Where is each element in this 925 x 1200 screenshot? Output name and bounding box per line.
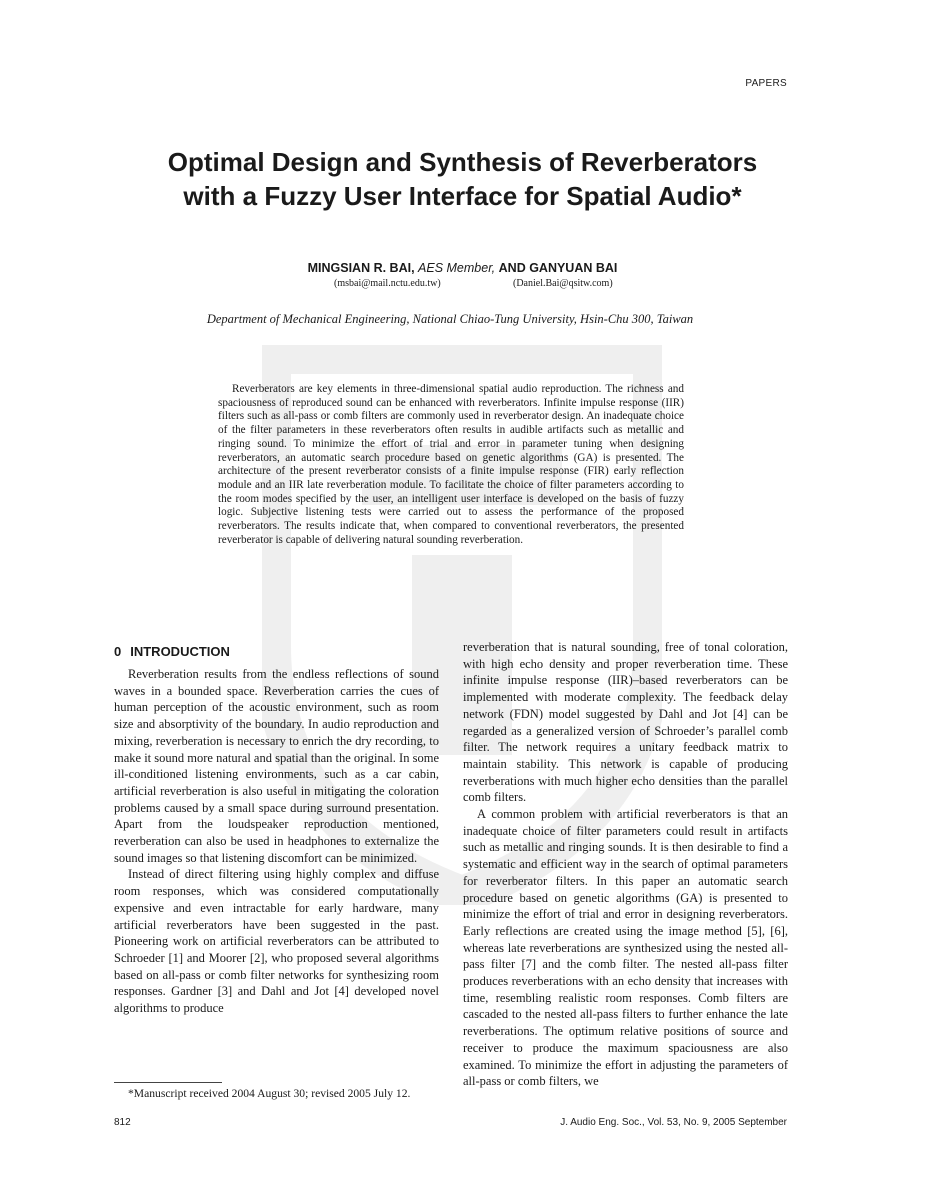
footnote-divider bbox=[114, 1082, 222, 1083]
body-paragraph: reverberation that is natural sounding, free of tonal coloration, with high echo density and proper reverberation time. These infinite impulse response (IIR)–based reverberators can be implemented with moderate complexity. The feedback delay network (FDN) model suggested by Dahl and Jot [4] can be regarded as a generalized version of Schroeder’s parallel comb filter. The network requires a unitary feedback matrix to maintain stability. This network is capable of producing reverberations with much higher echo densities than the parallel comb filters. bbox=[463, 640, 788, 805]
author-2-email: (Daniel.Bai@qsitw.com) bbox=[513, 278, 613, 289]
body-column-left bbox=[114, 637, 439, 1017]
author-2: AND GANYUAN BAI bbox=[498, 261, 618, 275]
abstract: Reverberators are key elements in three-dimensional spatial audio reproduction. The richness and spaciousness of reproduced sound can be enhanced with reverberators. Infinite impulse response (IIR) filters such as all-pass or comb filters are commonly used in reverberator design. An inadequate choice of the filter parameters in these reverberators often results in audible artifacts such as metallic and ringing sound. To minimize the effort of trial and error in parameter tuning when designing reverberators, an automatic search procedure based on genetic algorithms (GA) is presented. The architecture of the present reverberator consists of a finite impulse response (FIR) early reflection module and an IIR late reverberation module. To facilitate the choice of filter parameters according to the room modes specified by the user, an intelligent user interface is developed on the basis of fuzzy logic. Subjective listening tests were carried out to assess the performance of the proposed reverberators. The results indicate that, when compared to conventional reverberators, the presented reverberator is capable of delivering natural sounding reverberation. bbox=[218, 383, 684, 546]
paper-title bbox=[60, 145, 865, 213]
affiliation: Department of Mechanical Engineering, National Chiao-Tung University, Hsin-Chu 300, Taiwan bbox=[206, 312, 694, 326]
running-head: PAPERS bbox=[745, 78, 787, 89]
section-number: 0 bbox=[114, 644, 122, 659]
body-column-right bbox=[463, 639, 788, 1090]
body-paragraph: A common problem with artificial reverberators is that an inadequate choice of filter parameters could result in artifacts such as metallic and ringing sounds. It is then desirable to find a systematic and efficient way in the search of optimal parameters for reverberator filters. In this paper an automatic search procedure based on genetic algorithms (GA) is presented to minimize the effort of trial and error in designing reverberators. Early reflections are created using the image method [5], [6], whereas late reverberations are synthesized using the nested all-pass filter [7] and the comb filter. The nested all-pass filter produces reverberations with an echo density that increases with time, resembling realistic room responses. Comb filters are cascaded to the nested all-pass filters to further enhance the late reverberations. The optimum relative positions of source and receiver to produce the maximum spaciousness are also examined. To minimize the effort in adjusting the parameters of all-pass or comb filters, we bbox=[463, 807, 788, 1089]
body-paragraph: Reverberation results from the endless reflections of sound waves in a bounded space. Reverberation carries the cues of human perception of the acoustic environment, such as room size and absorptivity of the boundary. In audio reproduction and mixing, reverberation is necessary to enrich the dry recording, to make it sound more natural and spatial than the original. In some ill-conditioned listening environments, such as a car cabin, artificial reverberation is also useful in mitigating the coloration problems caused by a small space during surround presentation. Apart from the loudspeaker reproduction mentioned, reverberation can also be used in headphones to externalize the sound images so that listening discomfort can be minimized. bbox=[114, 667, 439, 865]
page-number: 812 bbox=[114, 1117, 131, 1128]
footnote: *Manuscript received 2004 August 30; revised 2005 July 12. bbox=[128, 1087, 411, 1100]
title-line-2: with a Fuzzy User Interface for Spatial Audio* bbox=[183, 181, 742, 211]
journal-reference: J. Audio Eng. Soc., Vol. 53, No. 9, 2005 September bbox=[560, 1117, 787, 1128]
section-title: INTRODUCTION bbox=[130, 644, 230, 659]
body-paragraph: Instead of direct filtering using highly complex and diffuse room responses, which was considered computationally expensive and even intractable for early hardware, many artificial reverberators have been suggested in the past. Pioneering work on artificial reverberators can be attributed to Schroeder [1] and Moorer [2], who proposed several algorithms based on all-pass or comb filter networks for synthesizing room responses. Gardner [3] and Dahl and Jot [4] developed novel algorithms to produce bbox=[114, 867, 439, 1016]
author-1-email: (msbai@mail.nctu.edu.tw) bbox=[334, 278, 441, 289]
title-line-1: Optimal Design and Synthesis of Reverberators bbox=[167, 147, 758, 177]
section-heading bbox=[114, 645, 439, 659]
author-1: MINGSIAN R. BAI, bbox=[307, 261, 415, 275]
author-1-membership: AES Member, bbox=[418, 261, 496, 275]
author-line bbox=[0, 261, 925, 275]
